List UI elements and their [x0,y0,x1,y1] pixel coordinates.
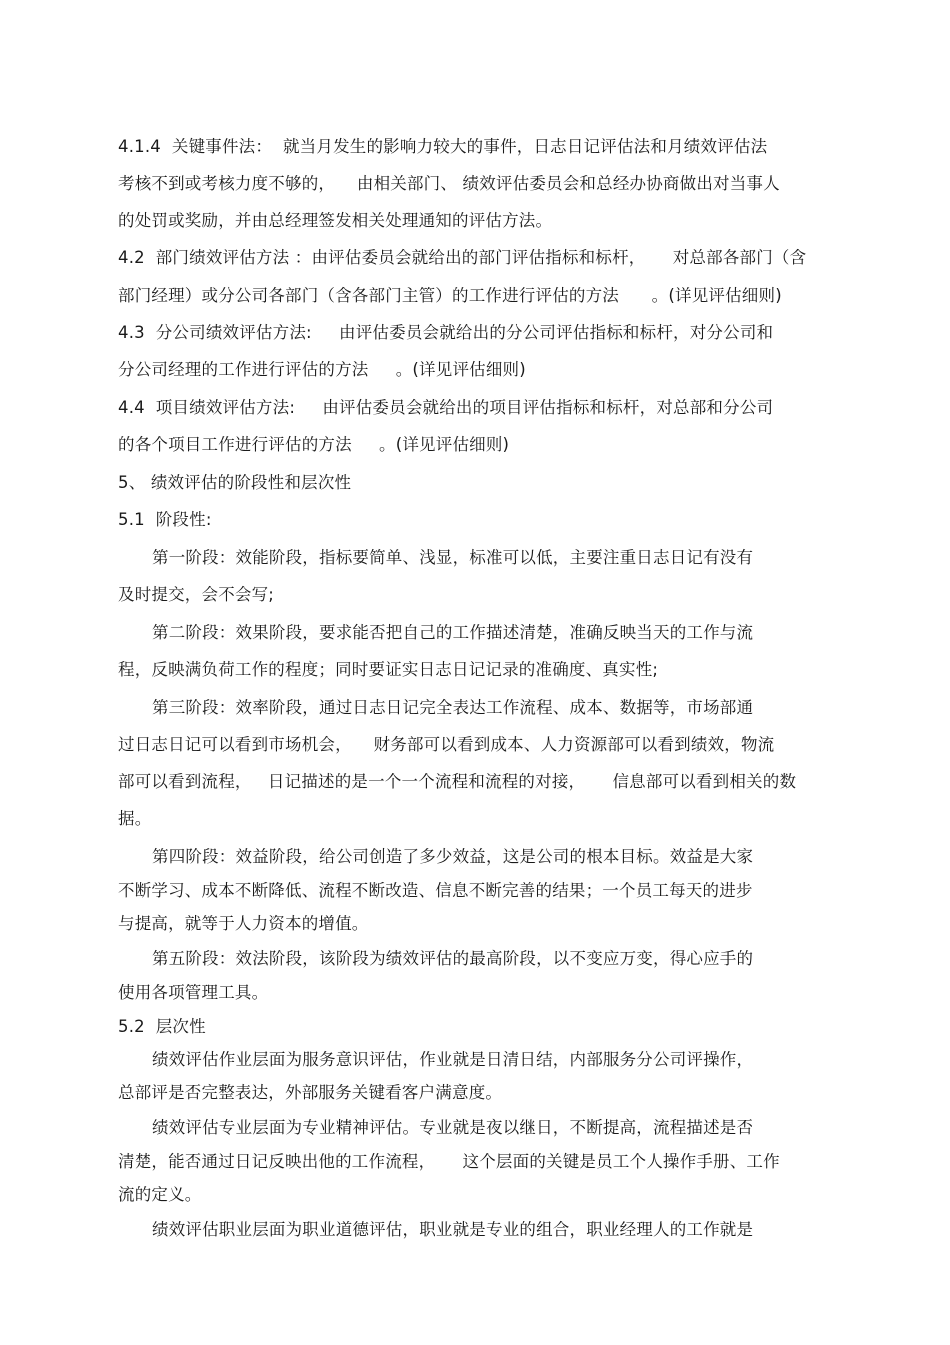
text-line: 第一阶段：效能阶段，指标要简单、浅显，标准可以低，主要注重日志日记有没有 [152,548,754,567]
text-line: 分公司经理的工作进行评估的方法 。(详见评估细则) [118,360,526,379]
text-line: 不断学习、成本不断降低、流程不断改造、信息不断完善的结果；一个员工每天的进步 [118,881,753,900]
text-line: 总部评是否完整表达，外部服务关键看客户满意度。 [118,1083,503,1102]
text-line: 及时提交，会不会写; [118,585,275,604]
text-line: 的处罚或奖励，并由总经理签发相关处理通知的评估方法。 [118,211,553,230]
text-line: 绩效评估专业层面为专业精神评估。专业就是夜以继日，不断提高，流程描述是否 [152,1118,754,1137]
section-heading: 5、 绩效评估的阶段性和层次性 [118,473,352,492]
text-line: 4.3 分公司绩效评估方法: 由评估委员会就给出的分公司评估指标和标杆，对分公司和 [118,323,774,342]
text-line: 4.1.4 关键事件法： 就当月发生的影响力较大的事件，日志日记评估法和月绩效评估法 [118,137,768,156]
text-line: 部可以看到流程， 日记描述的是一个一个流程和流程的对接， 信息部可以看到相关的数 [118,772,797,791]
text-line: 使用各项管理工具。 [118,983,269,1002]
subsection-heading: 5.2 层次性 [118,1017,206,1036]
text-line: 第五阶段：效法阶段，该阶段为绩效评估的最高阶段，以不变应万变，得心应手的 [152,949,754,968]
text-line: 绩效评估作业层面为服务意识评估，作业就是日清日结，内部服务分公司评操作， [152,1050,754,1069]
text-line: 与提高，就等于人力资本的增值。 [118,914,369,933]
text-line: 绩效评估职业层面为职业道德评估，职业就是专业的组合，职业经理人的工作就是 [152,1220,754,1239]
text-line: 据。 [118,809,152,828]
text-line: 程，反映满负荷工作的程度；同时要证实日志日记记录的准确度、真实性; [118,660,659,679]
text-line: 清楚，能否通过日记反映出他的工作流程， 这个层面的关键是员工个人操作手册、工作 [118,1152,780,1171]
subsection-heading: 5.1 阶段性: [118,510,212,529]
text-line: 第三阶段：效率阶段，通过日志日记完全表达工作流程、成本、数据等，市场部通 [152,698,754,717]
text-line: 第四阶段：效益阶段，给公司创造了多少效益，这是公司的根本目标。效益是大家 [152,847,754,866]
text-line: 的各个项目工作进行评估的方法 。(详见评估细则) [118,435,510,454]
text-line: 考核不到或考核力度不够的， 由相关部门、 绩效评估委员会和总经办协商做出对当事人 [118,174,780,193]
text-line: 4.2 部门绩效评估方法 ：由评估委员会就给出的部门评估指标和标杆， 对总部各部门（含 [118,248,807,267]
text-line: 流的定义。 [118,1185,202,1204]
text-line: 4.4 项目绩效评估方法: 由评估委员会就给出的项目评估指标和标杆，对总部和分公司 [118,398,774,417]
text-line: 第二阶段：效果阶段，要求能否把自己的工作描述清楚，准确反映当天的工作与流 [152,623,754,642]
text-line: 部门经理）或分公司各部门（含各部门主管）的工作进行评估的方法 。(详见评估细则) [118,286,782,305]
text-line: 过日志日记可以看到市场机会， 财务部可以看到成本、人力资源部可以看到绩效，物流 [118,735,775,754]
